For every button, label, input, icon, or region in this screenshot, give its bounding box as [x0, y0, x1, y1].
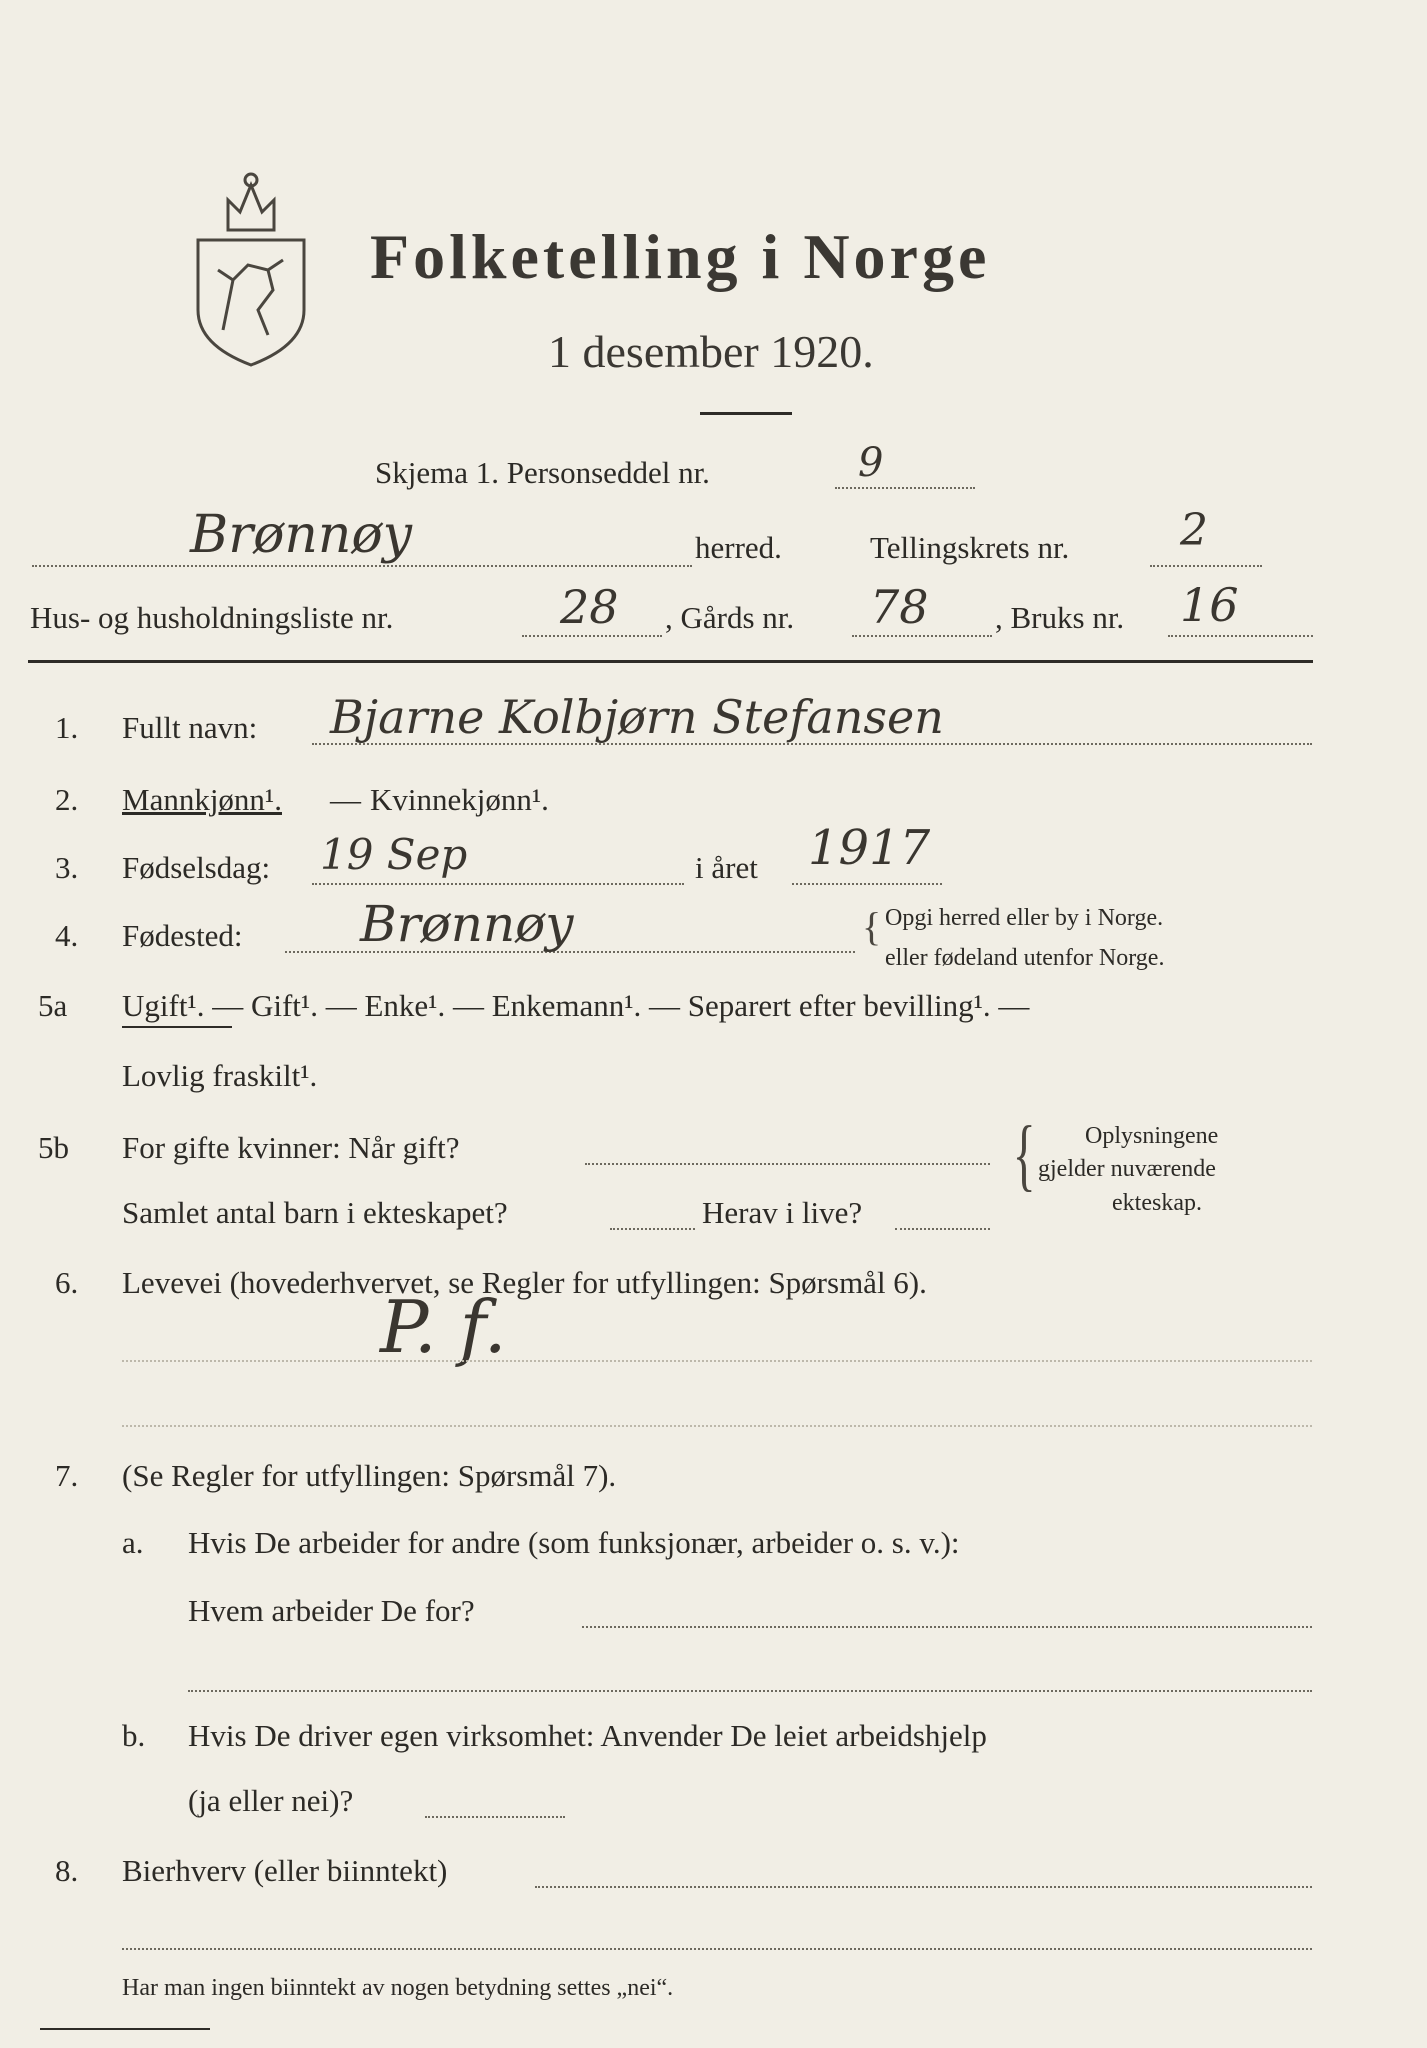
q5b-note-3: ekteskap.	[1112, 1190, 1202, 1216]
q4-number: 4.	[55, 918, 79, 953]
q1-number: 1.	[55, 710, 79, 745]
marital-status-options-2: Lovlig fraskilt¹.	[122, 1058, 318, 1093]
tellingskrets-dots	[1150, 565, 1262, 567]
q8-number: 8.	[55, 1853, 79, 1888]
gards-dots	[852, 635, 992, 637]
herred-label: herred.	[695, 530, 782, 565]
full-name-value: Bjarne Kolbjørn Stefansen	[330, 690, 944, 744]
q3-number: 3.	[55, 850, 79, 885]
husholdningsliste-value: 28	[560, 580, 619, 634]
bruks-dots	[1168, 635, 1313, 637]
q7-label: (Se Regler for utfyllingen: Spørsmål 7).	[122, 1458, 617, 1493]
q7a-line-2: Hvem arbeider De for?	[188, 1593, 475, 1628]
year-label: i året	[695, 850, 758, 885]
male-option: Mannkjønn¹.	[122, 782, 282, 817]
q1-label: Fullt navn:	[122, 710, 258, 745]
form-title: Folketelling i Norge	[370, 221, 991, 292]
husholdningsliste-label: Hus- og husholdningsliste nr.	[30, 600, 394, 635]
q5b-number: 5b	[38, 1130, 69, 1165]
marital-status-options: Ugift¹. — Gift¹. — Enke¹. — Enkemann¹. — Separert efter bevilling¹. —	[122, 988, 1030, 1023]
header-rule	[28, 660, 1313, 663]
ugift-underline	[122, 1026, 232, 1028]
husholdningsliste-dots	[522, 635, 662, 637]
q4-brace: {	[862, 904, 882, 949]
q2-number: 2.	[55, 782, 79, 817]
herred-value: Brønnøy	[190, 505, 413, 565]
q6-dots-1	[122, 1360, 1312, 1362]
q6-label: Levevei (hovederhvervet, se Regler for utfyllingen: Spørsmål 6).	[122, 1265, 927, 1300]
norway-coat-of-arms-icon	[188, 160, 314, 370]
q5b-note-1: Oplysningene	[1085, 1123, 1219, 1149]
title-divider	[700, 412, 792, 415]
q7a-dots-1	[582, 1626, 1312, 1628]
married-women-label: For gifte kvinner: Når gift?	[122, 1130, 460, 1165]
bruks-value: 16	[1180, 578, 1239, 632]
q7-number: 7.	[55, 1458, 79, 1493]
footer-note: Har man ingen biinntekt av nogen betydning settes „nei“.	[122, 1975, 674, 2001]
q6-number: 6.	[55, 1265, 79, 1300]
tellingskrets-label: Tellingskrets nr.	[870, 530, 1070, 565]
gender-separator: —	[330, 782, 361, 817]
bruks-label: , Bruks nr.	[995, 600, 1125, 635]
q7b-line-1: Hvis De driver egen virksomhet: Anvender De leiet arbeidshjelp	[188, 1718, 987, 1753]
q7b-letter: b.	[122, 1718, 146, 1753]
q7a-dots-2	[188, 1690, 1312, 1692]
occupation-value: P. f.	[380, 1285, 507, 1369]
q5a-number: 5a	[38, 988, 68, 1023]
form-date: 1 desember 1920.	[548, 326, 874, 377]
married-when-dots	[585, 1163, 990, 1165]
tellingskrets-value: 2	[1180, 505, 1208, 556]
gards-label: , Gårds nr.	[665, 600, 795, 635]
children-total-label: Samlet antal barn i ekteskapet?	[122, 1195, 508, 1230]
birth-year-value: 1917	[808, 820, 931, 876]
year-dots	[792, 883, 942, 885]
q7b-line-2: (ja eller nei)?	[188, 1783, 354, 1818]
q4-label: Fødested:	[122, 918, 243, 953]
children-alive-dots	[895, 1228, 990, 1230]
q8-dots-1	[535, 1886, 1312, 1888]
children-total-dots	[610, 1228, 695, 1230]
q8-label: Bierhverv (eller biinntekt)	[122, 1853, 448, 1888]
q8-dots-2	[122, 1948, 1312, 1950]
q7a-letter: a.	[122, 1525, 144, 1560]
herred-dots	[32, 565, 692, 567]
q5b-brace: {	[1012, 1111, 1036, 1199]
gards-value: 78	[870, 580, 929, 634]
q5b-note-2: gjelder nuværende	[1038, 1156, 1216, 1182]
footnote-rule	[40, 2028, 210, 2030]
q3-dots	[312, 883, 684, 885]
q6-dots-2	[122, 1425, 1312, 1427]
skjema-label: Skjema 1. Personseddel nr.	[375, 455, 710, 490]
q4-note-2: eller fødeland utenfor Norge.	[885, 945, 1165, 971]
personseddel-number: 9	[858, 440, 884, 486]
skjema-dots	[835, 487, 975, 489]
female-option: Kvinnekjønn¹.	[370, 782, 549, 817]
q7b-dots	[425, 1816, 565, 1818]
birthplace-value: Brønnøy	[360, 895, 574, 953]
q4-note-1: Opgi herred eller by i Norge.	[885, 905, 1164, 931]
birthday-value: 19 Sep	[320, 830, 468, 879]
q3-label: Fødselsdag:	[122, 850, 271, 885]
children-alive-label: Herav i live?	[702, 1195, 863, 1230]
q7a-line-1: Hvis De arbeider for andre (som funksjonær, arbeider o. s. v.):	[188, 1525, 960, 1560]
